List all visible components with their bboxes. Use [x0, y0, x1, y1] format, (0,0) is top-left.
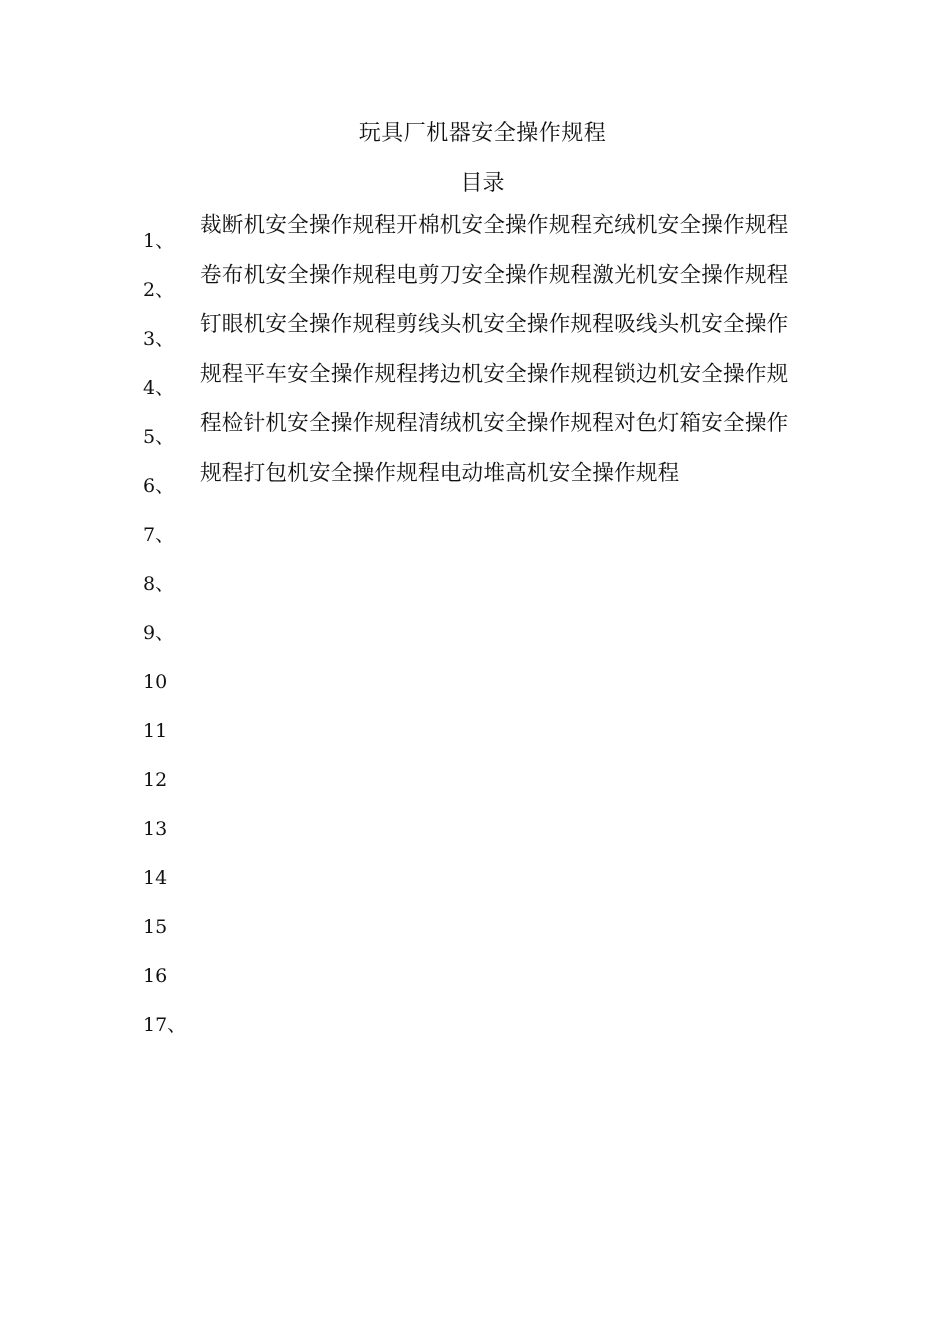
toc-number: 2、: [143, 279, 175, 301]
toc-number: 8、: [143, 573, 175, 595]
toc-number: 9、: [143, 622, 175, 644]
toc-number: 14: [143, 867, 168, 889]
toc-number: 10: [143, 671, 168, 693]
toc-heading: 目录: [460, 171, 505, 196]
toc-number: 5、: [143, 426, 175, 448]
toc-number: 15: [143, 916, 168, 938]
toc-number: 3、: [143, 328, 175, 350]
toc-text-line: 规程平车安全操作规程拷边机安全操作规程锁边机安全操作规: [200, 361, 789, 387]
toc-number: 13: [143, 818, 168, 840]
toc-number-list: [143, 226, 186, 1059]
toc-number: 7、: [143, 524, 175, 546]
toc-number: 11: [143, 720, 168, 742]
toc-text-line: 钉眼机安全操作规程剪线头机安全操作规程吸线头机安全操作: [200, 312, 789, 338]
toc-number: 1、: [143, 230, 175, 252]
toc-number: 6、: [143, 475, 175, 497]
toc-text-block: [200, 208, 824, 506]
toc-number: 12: [143, 769, 168, 791]
toc-text-line: 裁断机安全操作规程开棉机安全操作规程充绒机安全操作规程: [200, 213, 789, 238]
toc-number: 4、: [143, 377, 175, 399]
toc-number: 17、: [143, 1014, 187, 1036]
toc-text-line: 程检针机安全操作规程清绒机安全操作规程对色灯箱安全操作: [200, 411, 789, 437]
toc-text-line: 卷布机安全操作规程电剪刀安全操作规程激光机安全操作规程: [200, 262, 789, 288]
toc-text-line: 规程打包机安全操作规程电动堆高机安全操作规程: [200, 460, 680, 486]
toc-number: 16: [143, 965, 168, 987]
document-title: 玩具厂机器安全操作规程: [358, 121, 607, 146]
